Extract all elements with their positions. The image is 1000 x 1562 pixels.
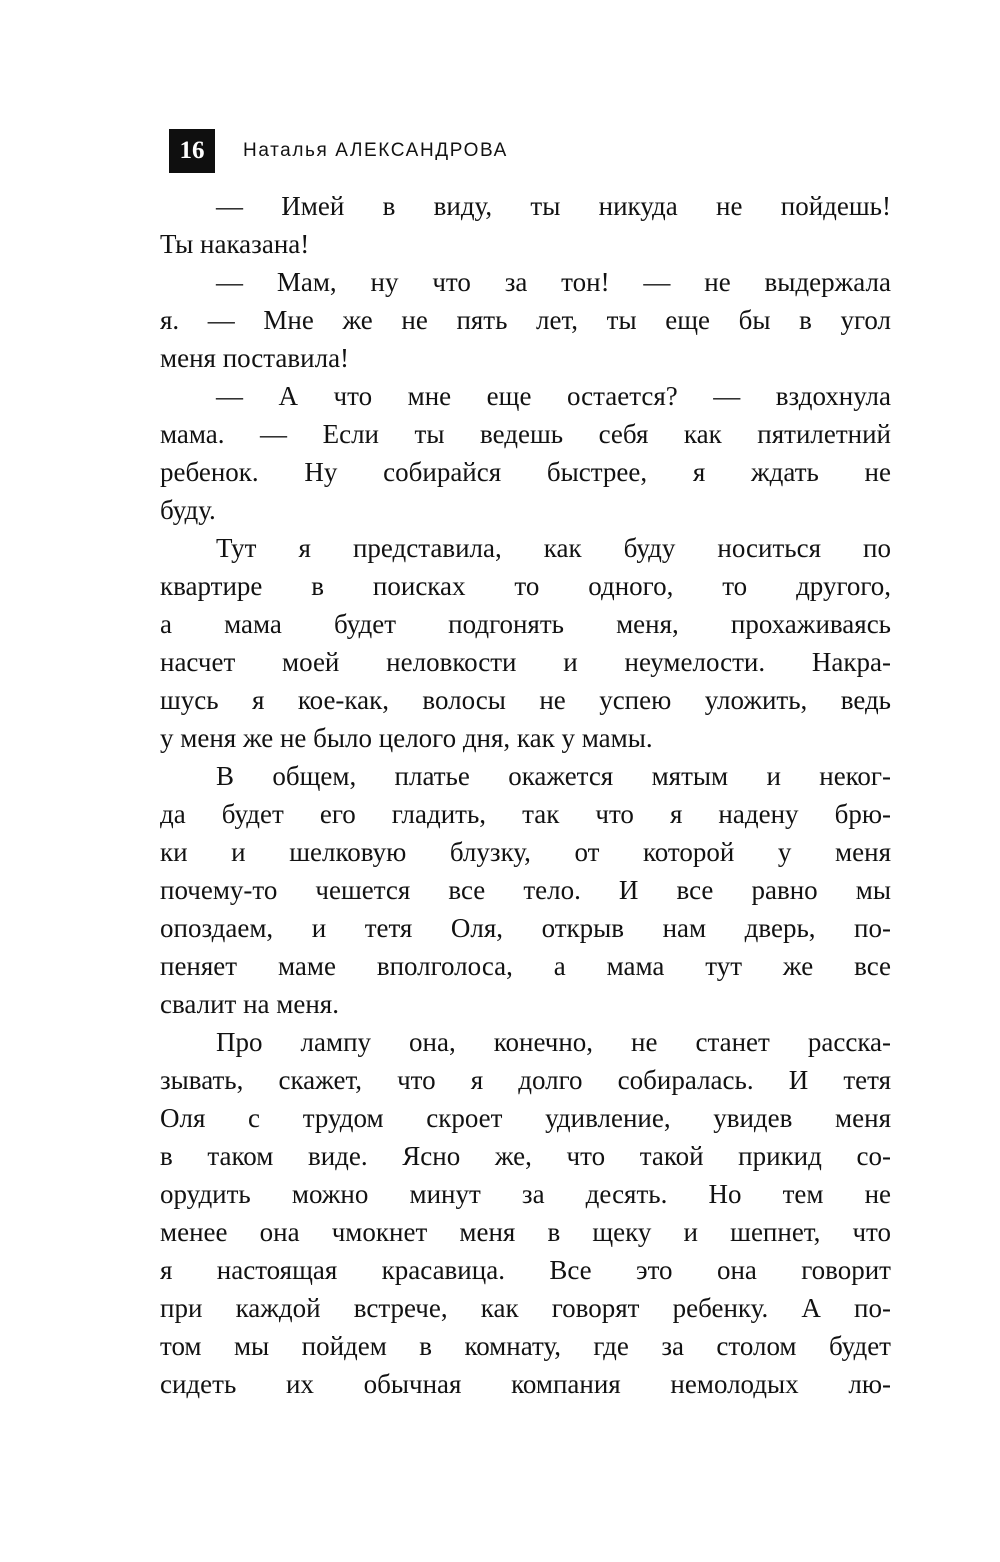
text-line: я. — Мне же не пять лет, ты еще бы в угол (160, 305, 891, 335)
paragraph (160, 377, 891, 529)
text-line: — Мам, ну что за тон! — не выдержала (216, 267, 891, 297)
paragraph (160, 187, 891, 263)
running-header-author: Наталья АЛЕКСАНДРОВА (243, 140, 508, 161)
text-line: буду. (160, 495, 216, 525)
text-line: Тут я представила, как буду носиться по (216, 533, 891, 563)
text-line: В общем, платье окажется мятым и неког- (216, 761, 891, 791)
page-body (160, 187, 891, 1403)
text-line: Про лампу она, конечно, не станет расска- (216, 1027, 891, 1057)
text-line: в таком виде. Ясно же, что такой прикид со- (160, 1141, 891, 1171)
text-line: — Имей в виду, ты никуда не пойдешь! (216, 191, 891, 221)
text-line: — А что мне еще остается? — вздохнула (216, 381, 891, 411)
text-line: у меня же не было целого дня, как у мамы. (160, 723, 653, 753)
text-line: зывать, скажет, что я долго собиралась. И тетя (160, 1065, 891, 1095)
text-line: да будет его гладить, так что я надену брю- (160, 799, 891, 829)
paragraph (160, 757, 891, 1023)
text-line: а мама будет подгонять меня, прохаживаясь (160, 609, 891, 639)
page-number-badge: 16 (169, 129, 215, 173)
text-line: Оля с трудом скроет удивление, увидев меня (160, 1103, 891, 1133)
text-line: квартире в поисках то одного, то другого, (160, 571, 891, 601)
text-line: свалит на меня. (160, 989, 339, 1019)
text-line: меня поставила! (160, 343, 350, 373)
text-line: орудить можно минут за десять. Но тем не (160, 1179, 891, 1209)
text-line: менее она чмокнет меня в щеку и шепнет, что (160, 1217, 891, 1247)
text-line: я настоящая красавица. Все это она говорит (160, 1255, 891, 1285)
text-line: мама. — Если ты ведешь себя как пятилетний (160, 419, 891, 449)
text-line: ребенок. Ну собирайся быстрее, я ждать не (160, 457, 891, 487)
text-line: ки и шелковую блузку, от которой у меня (160, 837, 891, 867)
text-line: опоздаем, и тетя Оля, открыв нам дверь, по- (160, 913, 891, 943)
text-line: Ты наказана! (160, 229, 310, 259)
text-line: почему-то чешется все тело. И все равно мы (160, 875, 891, 905)
text-line: при каждой встрече, как говорят ребенку. А по- (160, 1293, 891, 1323)
text-line: том мы пойдем в комнату, где за столом будет (160, 1331, 891, 1361)
page-header (169, 129, 508, 173)
text-line: шусь я кое-как, волосы не успею уложить, ведь (160, 685, 891, 715)
paragraph (160, 529, 891, 757)
text-line: сидеть их обычная компания немолодых лю- (160, 1369, 891, 1399)
text-line: пеняет маме вполголоса, а мама тут же все (160, 951, 891, 981)
text-line: насчет моей неловкости и неумелости. Накра- (160, 647, 891, 677)
paragraph (160, 1023, 891, 1403)
paragraph (160, 263, 891, 377)
